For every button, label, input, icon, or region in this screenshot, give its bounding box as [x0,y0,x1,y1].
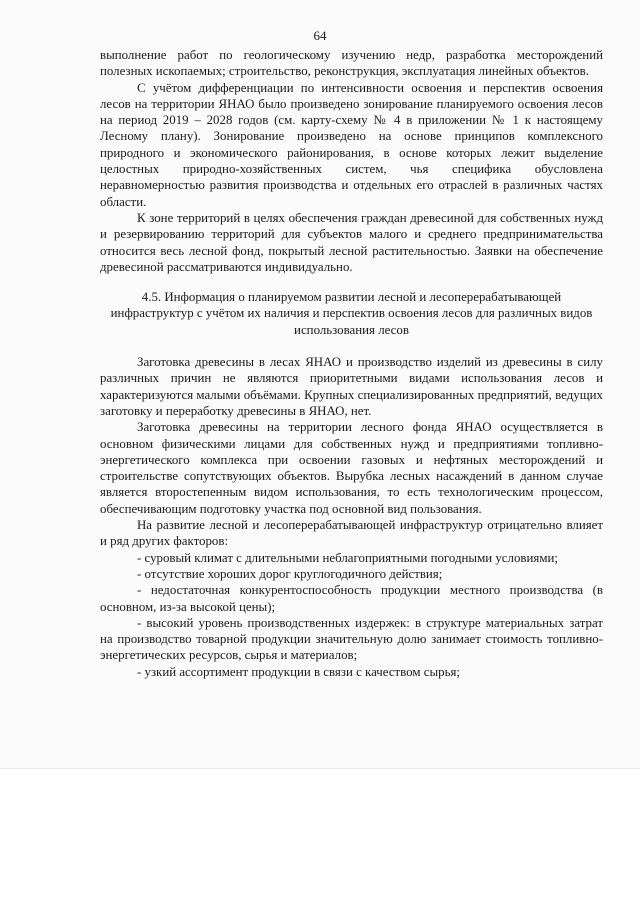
list-item: - узкий ассортимент продукции в связи с качеством сырья; [137,664,460,679]
paragraph-zone: К зоне территорий в целях обеспечения граждан древесиной для собственных нужд и резервированию территорий для субъектов малого и среднего предпринимательства относится весь лесной фонд, покрытый лесной растительностью. Заявки на обеспечение древесиной рассматриваются индивидуально. [100,210,603,274]
paragraph-zoning: С учётом дифференциации по интенсивности освоения и перспектив освоения лесов на территории ЯНАО было произведено зонирование планируемого освоения лесов на период 2019 – 2028 годов (см. карту-схему № 4 в приложении № 1 к настоящему Лесному плану). Зонирование произведено на основе принципов комплексного природного и экономического районирования, в основе которых лежит выделение целостных природно-хозяйственных систем, чья специфика обусловлена неравномерностью развития производства и отдельных его отраслей в различных частях области. [100,80,603,209]
paragraph-harvest-2: Заготовка древесины на территории лесного фонда ЯНАО осуществляется в основном физическими лицами для собственных нужд и предприятиями топливно-энергетического комплекса при освоении газовых и нефтяных месторождений и строительстве сопутствующих объектов. Вырубка лесных насаждений в данном случае является второстепенным видом использования, то есть технологическим процессом, обеспечивающим подготовку участка под основной вид пользования. [100,420,603,516]
paragraph-continuation: выполнение работ по геологическому изучению недр, разработка месторождений полезных ископаемых; строительство, реконструкция, эксплуатация линейных объектов. [100,48,603,79]
list-item: - высокий уровень производственных издержек: в структуре материальных затрат на производство товарной продукции значительную долю занимает стоимость топливно-энергетических ресурсов, сырья и материалов; [100,615,603,663]
paragraph-factors: На развитие лесной и лесоперерабатывающей инфраструктур отрицательно влияет и ряд других факторов: [100,518,603,549]
section-heading: 4.5. Информация о планируемом развитии лесной и лесоперерабатывающей инфраструктур с учётом их наличия и перспектив освоения лесов для различных видов использования лесов [110,290,593,337]
page-content [100,47,603,680]
list-item: - суровый климат с длительными неблагоприятными погодными условиями; [137,550,558,565]
paragraph-harvest: Заготовка древесины в лесах ЯНАО и производство изделий из древесины в силу различных причин не являются приоритетными видами использования лесов и характеризуются малыми объёмами. Крупных специализированных предприятий, ведущих заготовку и переработку древесины в ЯНАО, нет. [100,355,603,418]
page-number: 64 [313,28,327,43]
list-item: - недостаточная конкурентоспособность продукции местного производства (в основном, из-за высокой цены); [100,583,603,614]
list-item: - отсутствие хороших дорог круглогодичного действия; [137,566,443,581]
